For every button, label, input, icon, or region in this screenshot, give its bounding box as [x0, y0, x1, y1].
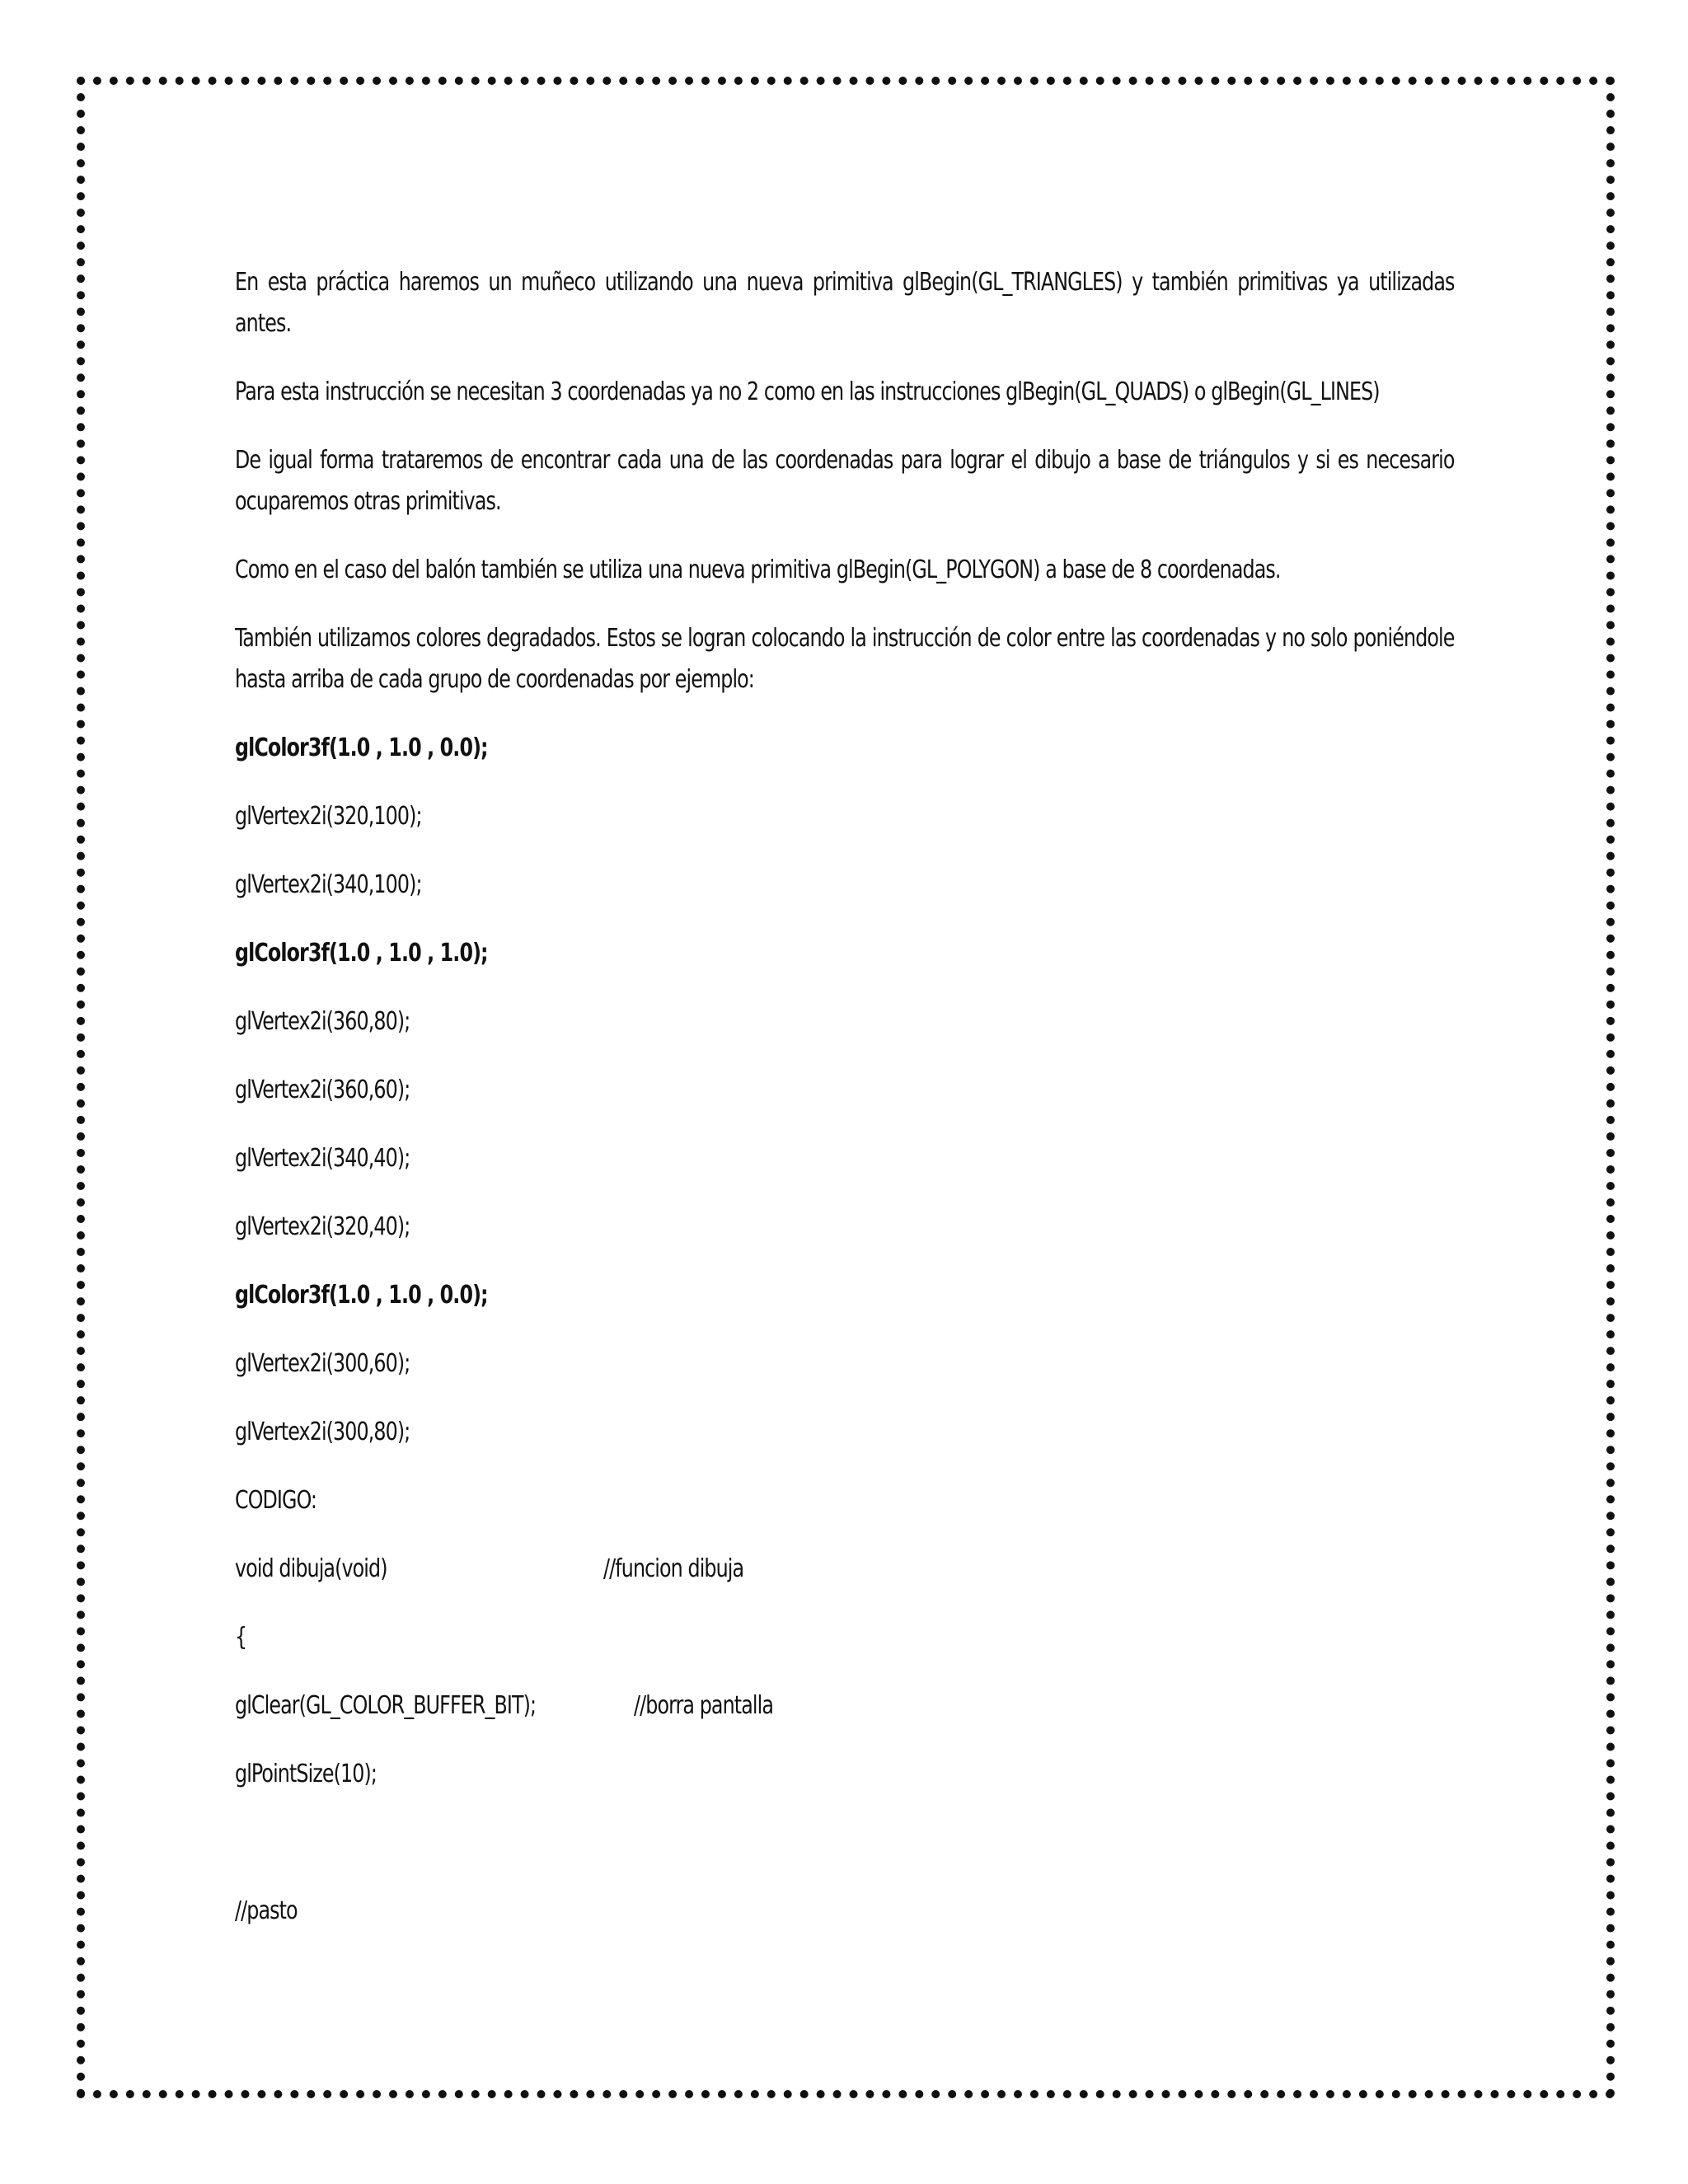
example-vertex-line: glVertex2i(300,80); — [235, 1418, 410, 1446]
paragraph-gradients: También utilizamos colores degradados. Estos se logran colocando la instrucción de color entre las coordenadas y no solo poniéndole hasta arriba de cada grupo de coordenadas por ejemplo: — [235, 624, 1455, 694]
clear-call: glClear(GL_COLOR_BUFFER_BIT); — [235, 1691, 537, 1720]
paragraph-polygon: Como en el caso del balón también se utiliza una nueva primitiva glBegin(GL_POLYGON) a base de 8 coordenadas. — [235, 555, 1281, 584]
code-function-declaration — [235, 1549, 1308, 1590]
function-comment: //funcion dibuja — [603, 1554, 744, 1583]
example-color-line: glColor3f(1.0 , 1.0 , 0.0); — [235, 1281, 488, 1310]
clear-comment: //borra pantalla — [634, 1691, 774, 1720]
example-color-line: glColor3f(1.0 , 1.0 , 1.0); — [235, 939, 488, 968]
example-vertex-line: glVertex2i(360,60); — [235, 1076, 410, 1104]
example-vertex-line: glVertex2i(360,80); — [235, 1007, 410, 1036]
blank-line — [235, 1822, 1455, 1891]
example-vertex-line: glVertex2i(320,40); — [235, 1212, 410, 1241]
code-pasto-comment: //pasto — [235, 1896, 298, 1925]
example-vertex-line: glVertex2i(340,100); — [235, 870, 422, 899]
example-vertex-line: glVertex2i(300,60); — [235, 1349, 410, 1378]
document-body — [235, 262, 1455, 1959]
code-open-brace: { — [235, 1623, 247, 1652]
code-point-size: glPointSize(10); — [235, 1760, 377, 1788]
example-color-line: glColor3f(1.0 , 1.0 , 0.0); — [235, 733, 488, 762]
paragraph-coordinates: Para esta instrucción se necesitan 3 coordenadas ya no 2 como en las instrucciones glBegin(GL_QUADS) o glBegin(GL_LINES) — [235, 377, 1380, 406]
code-clear-statement — [235, 1685, 1308, 1727]
example-vertex-line: glVertex2i(340,40); — [235, 1144, 410, 1173]
code-heading: CODIGO: — [235, 1486, 317, 1515]
paragraph-intro: En esta práctica haremos un muñeco utilizando una nueva primitiva glBegin(GL_TRIANGLES) y también primitivas ya utilizadas antes. — [235, 268, 1455, 338]
example-vertex-line: glVertex2i(320,100); — [235, 802, 422, 831]
paragraph-triangles: De igual forma trataremos de encontrar cada una de las coordenadas para lograr el dibujo a base de triángulos y si es necesario ocuparemos otras primitivas. — [235, 446, 1455, 516]
function-signature: void dibuja(void) — [235, 1554, 387, 1583]
